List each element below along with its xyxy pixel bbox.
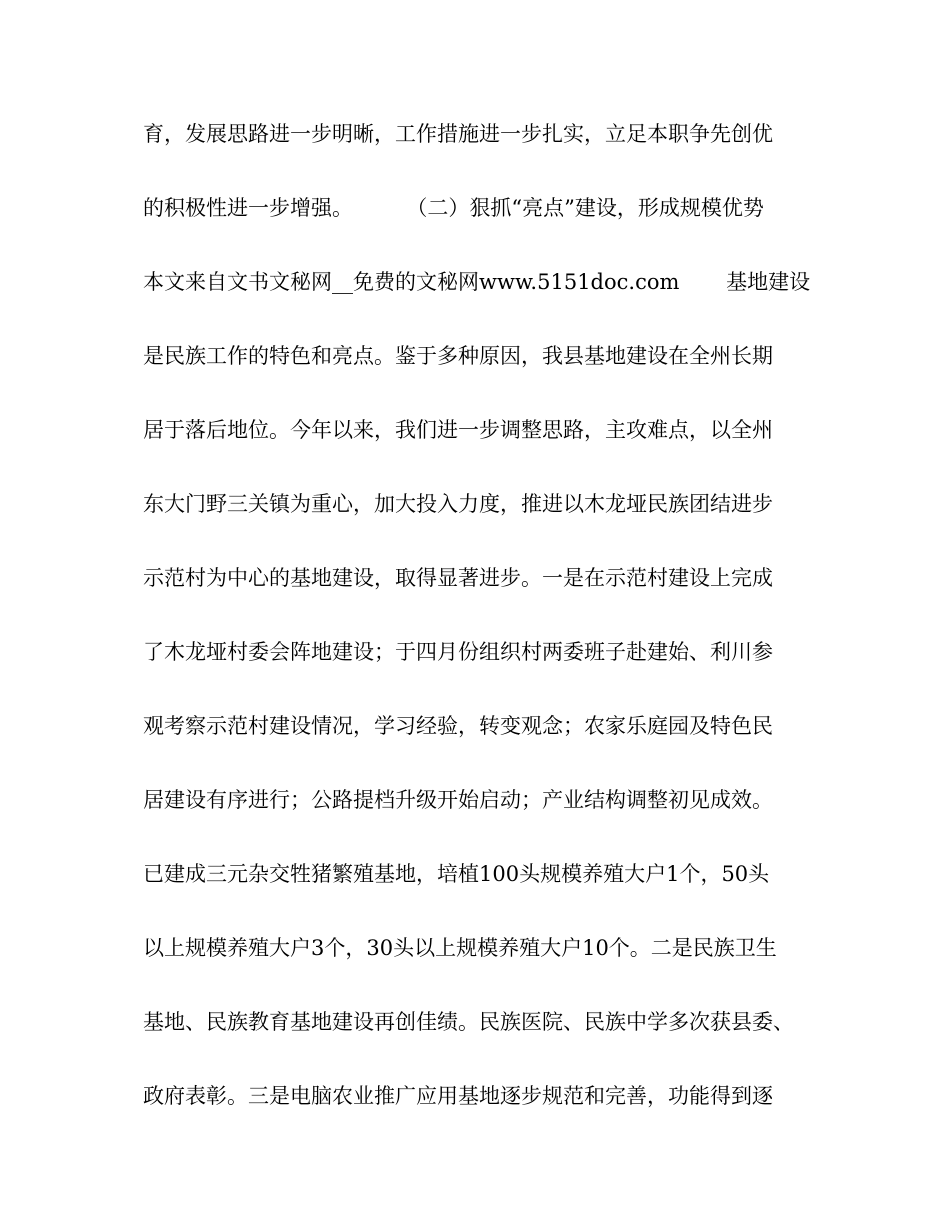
text-line: 已建成三元杂交牲猪繁殖基地，培植100头规模养殖大户1个，50头 (143, 862, 770, 886)
text-line: 政府表彰。三是电脑农业推广应用基地逐步规范和完善，功能得到逐 (143, 1084, 773, 1108)
text-line: 居建设有序进行；公路提档升级开始启动；产业结构调整初见成效。 (143, 788, 773, 812)
text-line: 东大门野三关镇为重心，加大投入力度，推进以木龙垭民族团结进步 (143, 492, 773, 516)
text-line: 了木龙垭村委会阵地建设；于四月份组织村两委班子赴建始、利川参 (143, 640, 773, 664)
text-line: 示范村为中心的基地建设，取得显著进步。一是在示范村建设上完成 (143, 566, 773, 590)
body-text (143, 122, 823, 1158)
text-line: 居于落后地位。今年以来，我们进一步调整思路，主攻难点，以全州 (143, 418, 773, 442)
text-line: 基地、民族教育基地建设再创佳绩。民族医院、民族中学多次获县委、 (143, 1010, 794, 1034)
text-line: 的积极性进一步增强。 （二）狠抓“亮点”建设，形成规模优势 (143, 196, 764, 220)
text-line: 育，发展思路进一步明晰，工作措施进一步扎实，立足本职争先创优 (143, 122, 773, 146)
text-line: 是民族工作的特色和亮点。鉴于多种原因，我县基地建设在全州长期 (143, 344, 773, 368)
text-line: 观考察示范村建设情况，学习经验，转变观念；农家乐庭园及特色民 (143, 714, 773, 738)
text-line: 本文来自文书文秘网__免费的文秘网www.5151doc.com 基地建设 (143, 270, 811, 294)
text-line: 以上规模养殖大户3个，30头以上规模养殖大户10个。二是民族卫生 (143, 936, 777, 960)
